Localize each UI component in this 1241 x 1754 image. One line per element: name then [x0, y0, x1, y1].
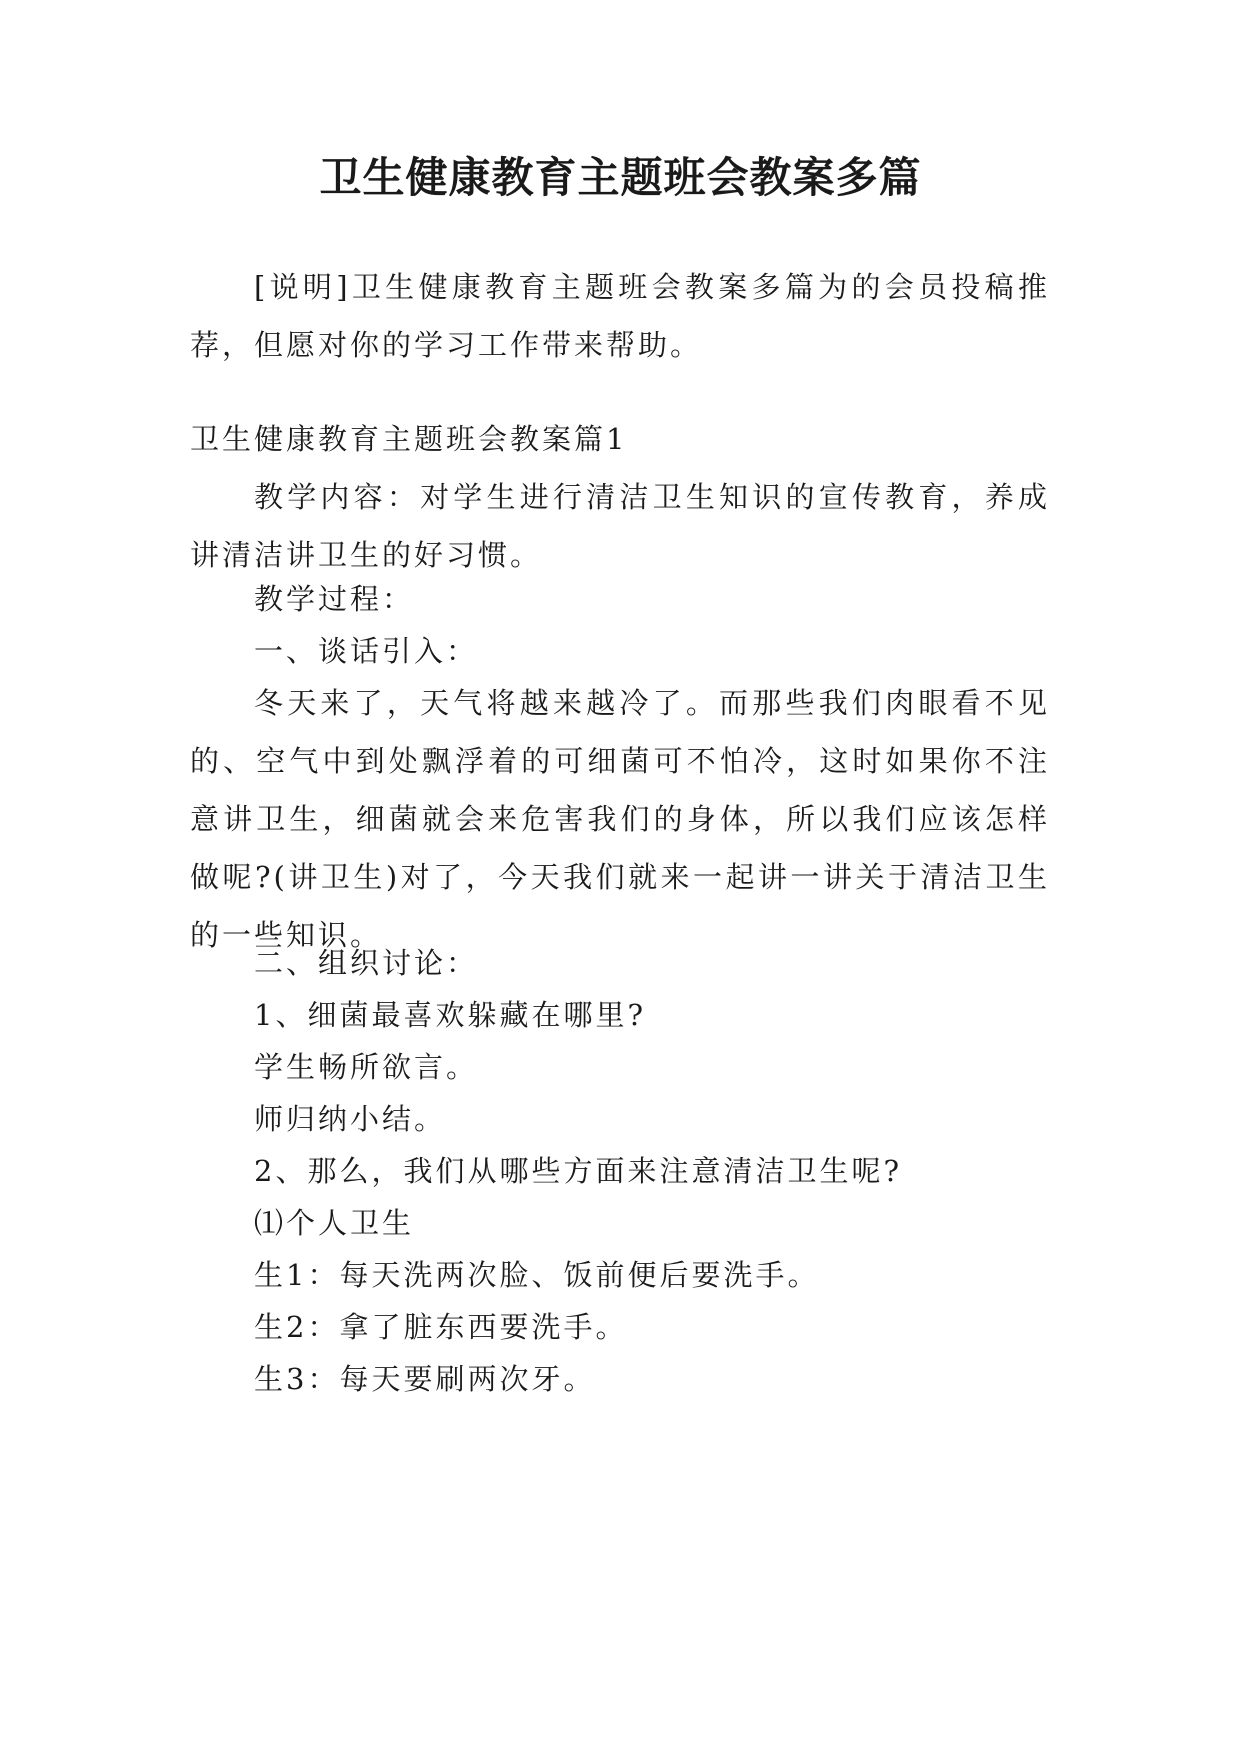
paragraph-introduction-talk: 冬天来了，天气将越来越冷了。而那些我们肉眼看不见的、空气中到处飘浮着的可细菌可不怕冷，这时如果你不注意讲卫生，细菌就会来危害我们的身体，所以我们应该怎样做呢?(讲卫生)对了，今天我们就来一起讲一讲关于清洁卫生的一些知识。 — [190, 686, 1050, 952]
document-title: 卫生健康教育主题班会教案多篇 — [319, 153, 922, 202]
paragraph-students-speak: 学生畅所欲言。 — [254, 1050, 479, 1084]
paragraph-question-one: 1、细菌最喜欢躲藏在哪里? — [254, 998, 646, 1032]
paragraph-teaching-process: 教学过程： — [254, 582, 415, 616]
paragraph-personal-hygiene: ⑴个人卫生 — [254, 1206, 415, 1240]
paragraph-step-one: 一、谈话引入： — [254, 634, 479, 668]
paragraph-teacher-summary: 师归纳小结。 — [254, 1102, 447, 1136]
paragraph-student-two: 生2：拿了脏东西要洗手。 — [254, 1310, 628, 1344]
paragraph-student-one: 生1：每天洗两次脸、饭前便后要洗手。 — [254, 1258, 820, 1292]
intro-paragraph: [说明]卫生健康教育主题班会教案多篇为的会员投稿推荐，但愿对你的学习工作带来帮助。 — [190, 270, 1050, 362]
section-heading: 卫生健康教育主题班会教案篇1 — [190, 422, 628, 456]
paragraph-student-three: 生3：每天要刷两次牙。 — [254, 1362, 596, 1396]
paragraph-question-two: 2、那么，我们从哪些方面来注意清洁卫生呢? — [254, 1154, 902, 1188]
paragraph-teaching-content: 教学内容：对学生进行清洁卫生知识的宣传教育，养成讲清洁讲卫生的好习惯。 — [190, 480, 1050, 572]
paragraph-step-two: 二、组织讨论： — [254, 946, 479, 980]
